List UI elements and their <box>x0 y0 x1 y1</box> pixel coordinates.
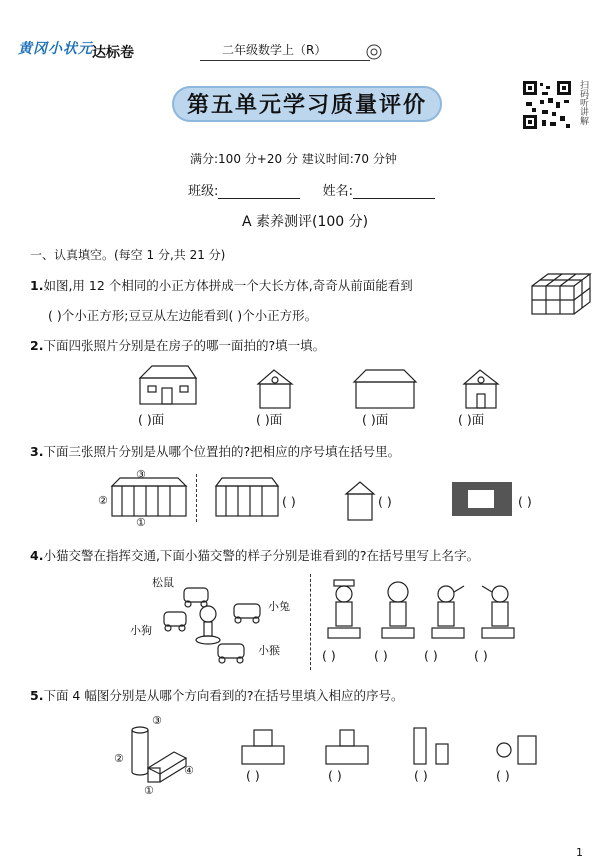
q5-line <box>30 686 404 704</box>
q5-blank-2[interactable]: ( ) <box>328 768 342 783</box>
q5-number: 5. <box>30 688 44 703</box>
brand-suffix: 达标卷 <box>92 45 134 61</box>
q3-divider <box>196 474 198 522</box>
q3-blank-1[interactable]: ( ) <box>282 494 296 509</box>
q4-text: 小猫交警在指挥交通,下面小猫交警的样子分别是谁看到的?在括号里写上名字。 <box>43 548 480 563</box>
house-photo-4 <box>458 366 508 410</box>
q3-blank-2[interactable]: ( ) <box>378 494 392 509</box>
q2-text: 下面四张照片分别是在房子的哪一面拍的?填一填。 <box>43 338 326 353</box>
q5-blank-1[interactable]: ( ) <box>246 768 260 783</box>
cat-officer-2 <box>378 578 418 644</box>
cat-officer-3 <box>428 578 468 644</box>
cat-officer-1 <box>324 578 364 644</box>
class-name-row <box>188 180 435 199</box>
q5-text: 下面 4 幅图分别是从哪个方向看到的?在括号里填入相应的序号。 <box>43 688 404 703</box>
animal-rabbit: 小兔 <box>268 600 290 613</box>
header-divider <box>200 60 370 61</box>
q4-number: 4. <box>30 548 44 563</box>
animal-squirrel: 松鼠 <box>152 576 174 589</box>
snail-icon <box>364 42 384 62</box>
section-1-heading: 一、认真填空。(每空 1 分,共 21 分) <box>30 248 226 262</box>
q5-view-3 <box>410 724 456 766</box>
page-title: 第五单元学习质量评价 <box>186 93 427 118</box>
q2-blank-4[interactable]: ( )面 <box>458 412 485 427</box>
q3-number: 3. <box>30 444 44 459</box>
q5-blank-4[interactable]: ( ) <box>496 768 510 783</box>
q2-number: 2. <box>30 338 44 353</box>
q5-view-2 <box>324 726 370 766</box>
name-label: 姓名: <box>322 184 354 199</box>
q2-line <box>30 336 325 354</box>
q2-blank-1[interactable]: ( )面 <box>138 412 165 427</box>
q2-blank-3[interactable]: ( )面 <box>362 412 389 427</box>
q5-view-1 <box>240 726 286 766</box>
q5-blank-3[interactable]: ( ) <box>414 768 428 783</box>
house-photo-2 <box>252 366 302 410</box>
house-photo-1 <box>130 362 200 408</box>
q3-blank-3[interactable]: ( ) <box>518 494 532 509</box>
grade-book: 二年级数学上（R） <box>222 43 327 57</box>
q3-photo-2 <box>344 480 376 522</box>
q3-photo-3 <box>450 480 514 518</box>
q3-photo-1 <box>214 476 280 518</box>
q4-line <box>30 546 479 564</box>
q3-text: 下面三张照片分别是从哪个位置拍的?把相应的序号填在括号里。 <box>43 444 401 459</box>
q4-blank-2[interactable]: ( ) <box>374 648 388 663</box>
score-time: 满分:100 分+20 分 建议时间:70 分钟 <box>190 152 397 166</box>
q3-building-reference <box>96 468 200 530</box>
q1-line1 <box>30 276 413 294</box>
page-number: 1 <box>576 846 583 859</box>
q5-mark-4: ④ <box>184 764 194 777</box>
q1-text1: 如图,用 12 个相同的小正方体拼成一个大长方体,奇奇从前面能看到 <box>43 278 413 293</box>
q5-mark-1: ① <box>144 784 154 797</box>
cuboid-figure <box>530 272 594 316</box>
class-label: 班级: <box>188 184 219 199</box>
q1-number: 1. <box>30 278 44 293</box>
q5-view-4 <box>494 732 540 766</box>
q3-mark-1: ① <box>136 516 146 529</box>
q3-mark-2: ② <box>98 494 108 507</box>
qr-code-icon[interactable] <box>522 80 572 130</box>
q4-blank-4[interactable]: ( ) <box>474 648 488 663</box>
q3-mark-3: ③ <box>136 468 146 481</box>
brand-logo: 黄冈小状元 <box>18 41 93 57</box>
q4-blank-3[interactable]: ( ) <box>424 648 438 663</box>
class-field[interactable] <box>218 198 300 199</box>
q2-blank-2[interactable]: ( )面 <box>256 412 283 427</box>
q5-mark-2: ② <box>114 752 124 765</box>
animal-monkey: 小猴 <box>258 644 280 657</box>
qr-caption: 扫码听讲解 <box>578 80 588 125</box>
traffic-scene-figure <box>160 578 270 668</box>
name-field[interactable] <box>353 198 435 199</box>
animal-dog: 小狗 <box>130 624 152 637</box>
q4-blank-1[interactable]: ( ) <box>322 648 336 663</box>
q4-divider <box>310 574 312 670</box>
house-photo-3 <box>350 366 420 410</box>
q5-mark-3: ③ <box>152 714 162 727</box>
q3-line <box>30 442 400 460</box>
cat-officer-4 <box>478 578 518 644</box>
section-a-title: A 素养测评(100 分) <box>242 214 369 230</box>
q1-line2: ( )个小正方形;豆豆从左边能看到( )个小正方形。 <box>48 308 318 323</box>
